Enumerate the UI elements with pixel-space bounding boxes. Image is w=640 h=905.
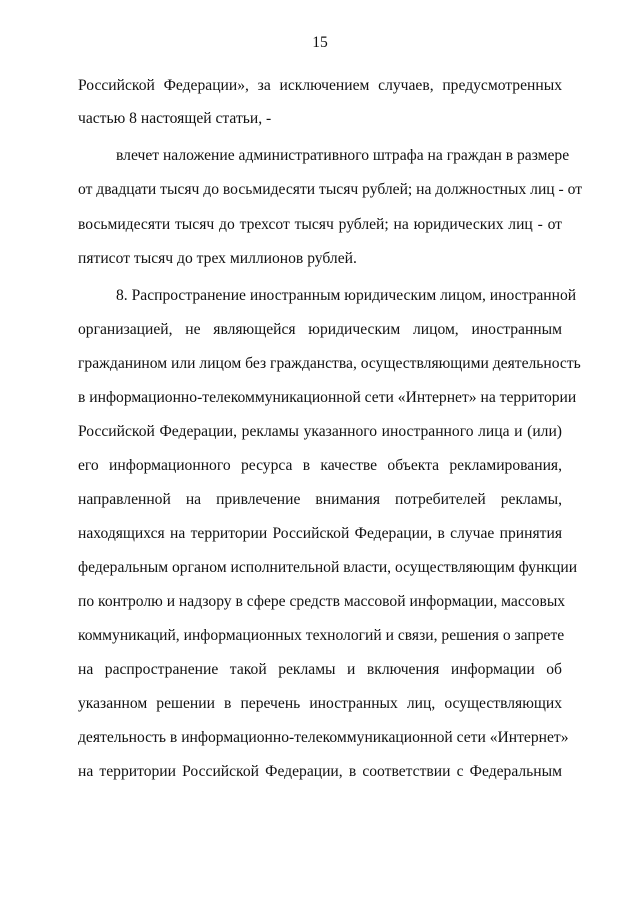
text-line: гражданином или лицом без гражданства, осуществляющими деятельность bbox=[78, 355, 581, 372]
text-line: пятисот тысяч до трех миллионов рублей. bbox=[78, 250, 357, 267]
text-line: федеральным органом исполнительной власти, осуществляющим функции bbox=[78, 559, 578, 576]
text-line: Российской Федерации», за исключением случаев, предусмотренных bbox=[78, 77, 562, 94]
page-number: 15 bbox=[312, 34, 328, 51]
text-line: указанном решении в перечень иностранных лиц, осуществляющих bbox=[78, 695, 562, 712]
text-line: направленной на привлечение внимания потребителей рекламы, bbox=[78, 491, 562, 508]
text-line: его информационного ресурса в качестве объекта рекламирования, bbox=[78, 457, 562, 474]
text-line: в информационно-телекоммуникационной сети «Интернет» на территории bbox=[78, 389, 577, 406]
text-line: организацией, не являющейся юридическим лицом, иностранным bbox=[78, 321, 562, 338]
text-line: на распространение такой рекламы и включения информации об bbox=[78, 661, 562, 678]
text-line: влечет наложение административного штрафа на граждан в размере bbox=[116, 147, 570, 164]
text-line: частью 8 настоящей статьи, - bbox=[78, 110, 272, 127]
text-line: Российской Федерации, рекламы указанного иностранного лица и (или) bbox=[78, 423, 562, 440]
text-line: на территории Российской Федерации, в соответствии с Федеральным bbox=[78, 763, 562, 780]
text-line: от двадцати тысяч до восьмидесяти тысяч рублей; на должностных лиц - от bbox=[78, 181, 583, 198]
text-line: коммуникаций, информационных технологий и связи, решения о запрете bbox=[78, 627, 565, 644]
text-line: по контролю и надзору в сфере средств массовой информации, массовых bbox=[78, 593, 566, 610]
text-line: восьмидесяти тысяч до трехсот тысяч рублей; на юридических лиц - от bbox=[78, 216, 562, 233]
text-line: находящихся на территории Российской Федерации, в случае принятия bbox=[78, 525, 562, 542]
text-line: деятельность в информационно-телекоммуникационной сети «Интернет» bbox=[78, 729, 569, 746]
text-line: 8. Распространение иностранным юридическим лицом, иностранной bbox=[116, 287, 577, 304]
